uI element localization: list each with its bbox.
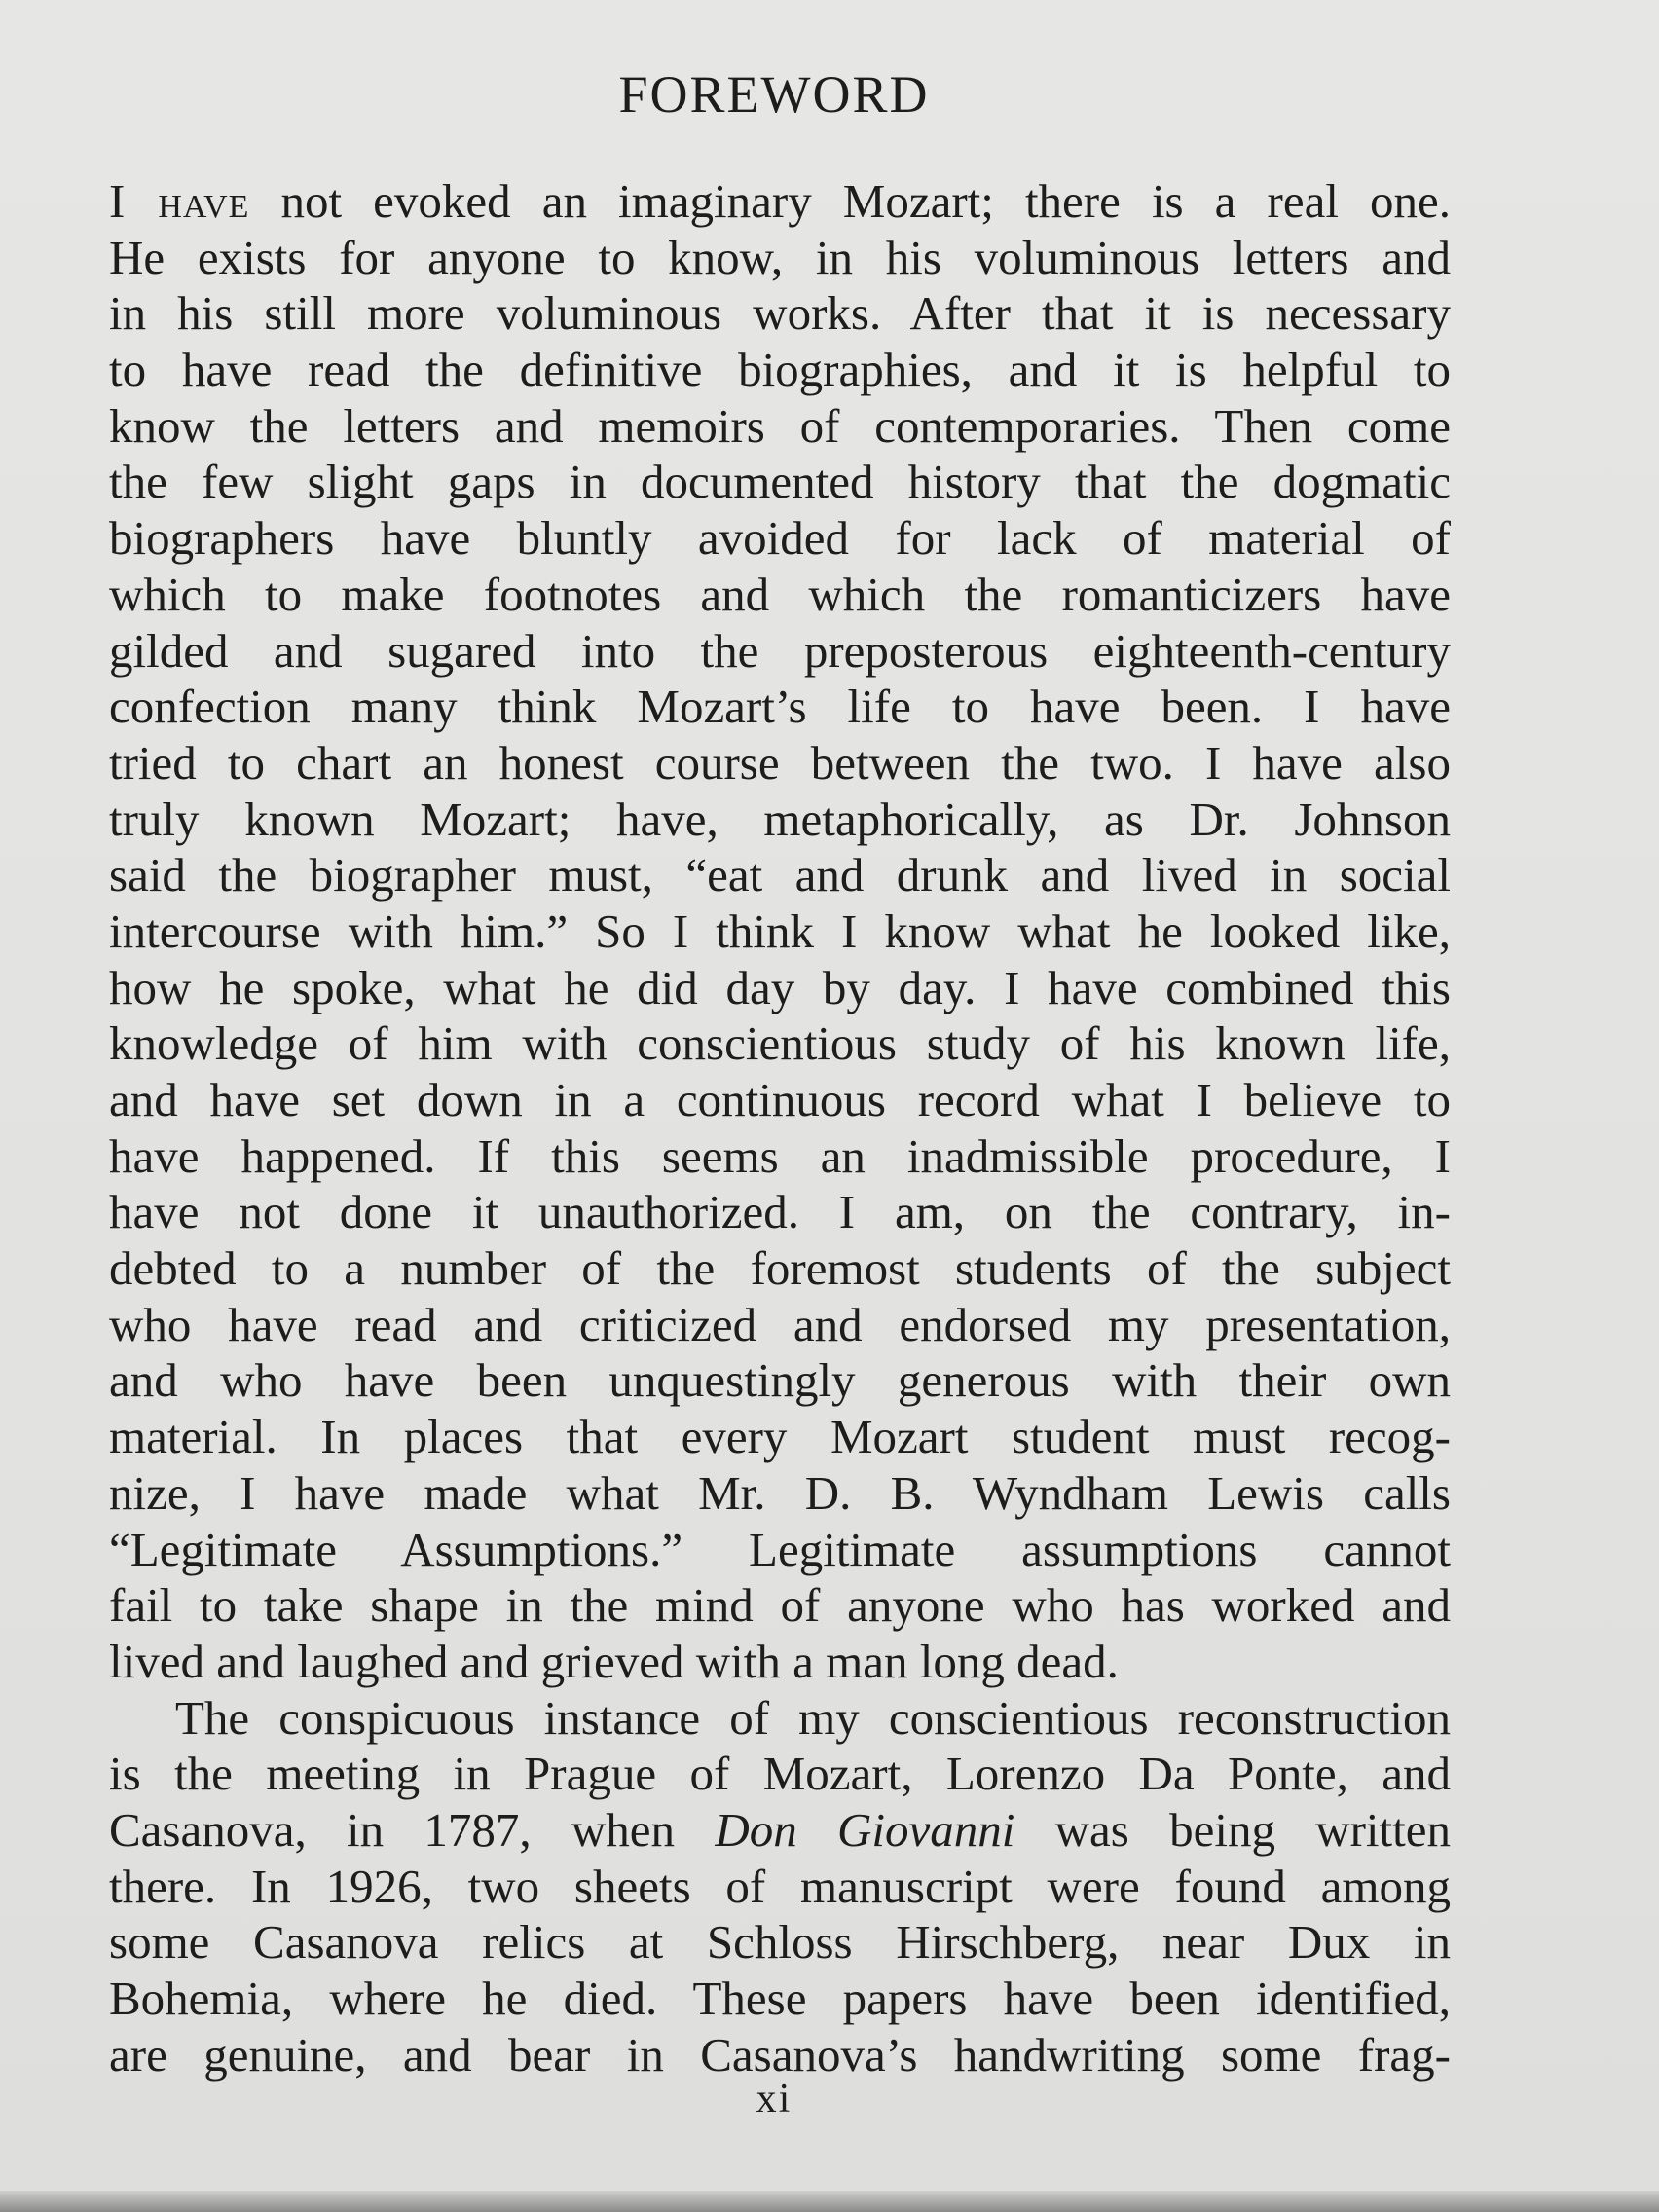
- text-line: have happened. If this seems an inadmissible procedure, I: [109, 1128, 1451, 1183]
- text-line: material. In places that every Mozart student must recog-: [109, 1410, 1451, 1464]
- text-line: and have set down in a continuous record what I believe to: [109, 1073, 1451, 1126]
- text-line: intercourse with him.” So I think I know what he looked like,: [109, 903, 1451, 958]
- page-title: FOREWORD: [618, 65, 930, 124]
- text-line: there. In 1926, two sheets of manuscript were found among: [109, 1859, 1451, 1913]
- text-line: nize, I have made what Mr. D. B. Wyndham Lewis calls: [109, 1465, 1451, 1520]
- text-line: some Casanova relics at Schloss Hirschberg, near Dux in: [109, 1915, 1451, 1970]
- text-line: I have not evoked an imaginary Mozart; there is a real one.: [109, 174, 1451, 228]
- text-line: which to make footnotes and which the romanticizers have: [109, 567, 1451, 621]
- text-line: lived and laughed and grieved with a man long dead.: [109, 1634, 1119, 1688]
- text-line: Casanova, in 1787, when Don Giovanni was being written: [109, 1802, 1451, 1857]
- text-line: and who have been unquestingly generous with their own: [109, 1353, 1451, 1408]
- text-line: He exists for anyone to know, in his voluminous letters and: [109, 230, 1451, 284]
- text-line: who have read and criticized and endorsed my presentation,: [109, 1297, 1451, 1351]
- text-line: said the biographer must, “eat and drunk and lived in social: [109, 848, 1451, 903]
- text-line: gilded and sugared into the preposterous eighteenth-century: [109, 623, 1451, 678]
- page-number: xi: [756, 2077, 793, 2121]
- text-line: confection many think Mozart’s life to have been. I have: [109, 680, 1451, 734]
- opening-small-caps: I have: [109, 174, 250, 228]
- foreword-paragraph-1: [109, 173, 1451, 2083]
- text-line: tried to chart an honest course between the two. I have also: [109, 735, 1451, 790]
- text-line: to have read the definitive biographies, and it is helpful to: [109, 343, 1451, 397]
- text-line: have not done it unauthorized. I am, on the contrary, in-: [109, 1185, 1451, 1239]
- text-line: debted to a number of the foremost students of the subject: [109, 1241, 1451, 1296]
- text-line: how he spoke, what he did day by day. I have combined this: [109, 960, 1451, 1014]
- text-line: truly known Mozart; have, metaphorically, as Dr. Johnson: [109, 792, 1451, 846]
- text-line: the few slight gaps in documented history that the dogmatic: [109, 455, 1451, 509]
- text-line: are genuine, and bear in Casanova’s handwriting some frag-: [109, 2027, 1451, 2082]
- text-line: is the meeting in Prague of Mozart, Lorenzo Da Ponte, and: [109, 1747, 1451, 1801]
- text-line: The conspicuous instance of my conscientious reconstruction: [175, 1690, 1451, 1745]
- page-edge-shadow: [0, 2191, 1659, 2212]
- opera-title: Don Giovanni: [715, 1802, 1015, 1857]
- text-line: know the letters and memoirs of contemporaries. Then come: [109, 398, 1451, 453]
- text-line: knowledge of him with conscientious study of his known life,: [109, 1016, 1451, 1071]
- text-line: biographers have bluntly avoided for lack of material of: [109, 511, 1451, 566]
- text-line: “Legitimate Assumptions.” Legitimate assumptions cannot: [109, 1522, 1451, 1576]
- text-line: in his still more voluminous works. After that it is necessary: [109, 286, 1451, 341]
- text-line: fail to take shape in the mind of anyone who has worked and: [109, 1578, 1451, 1633]
- text-line: Bohemia, where he died. These papers have been identified,: [109, 1972, 1451, 2025]
